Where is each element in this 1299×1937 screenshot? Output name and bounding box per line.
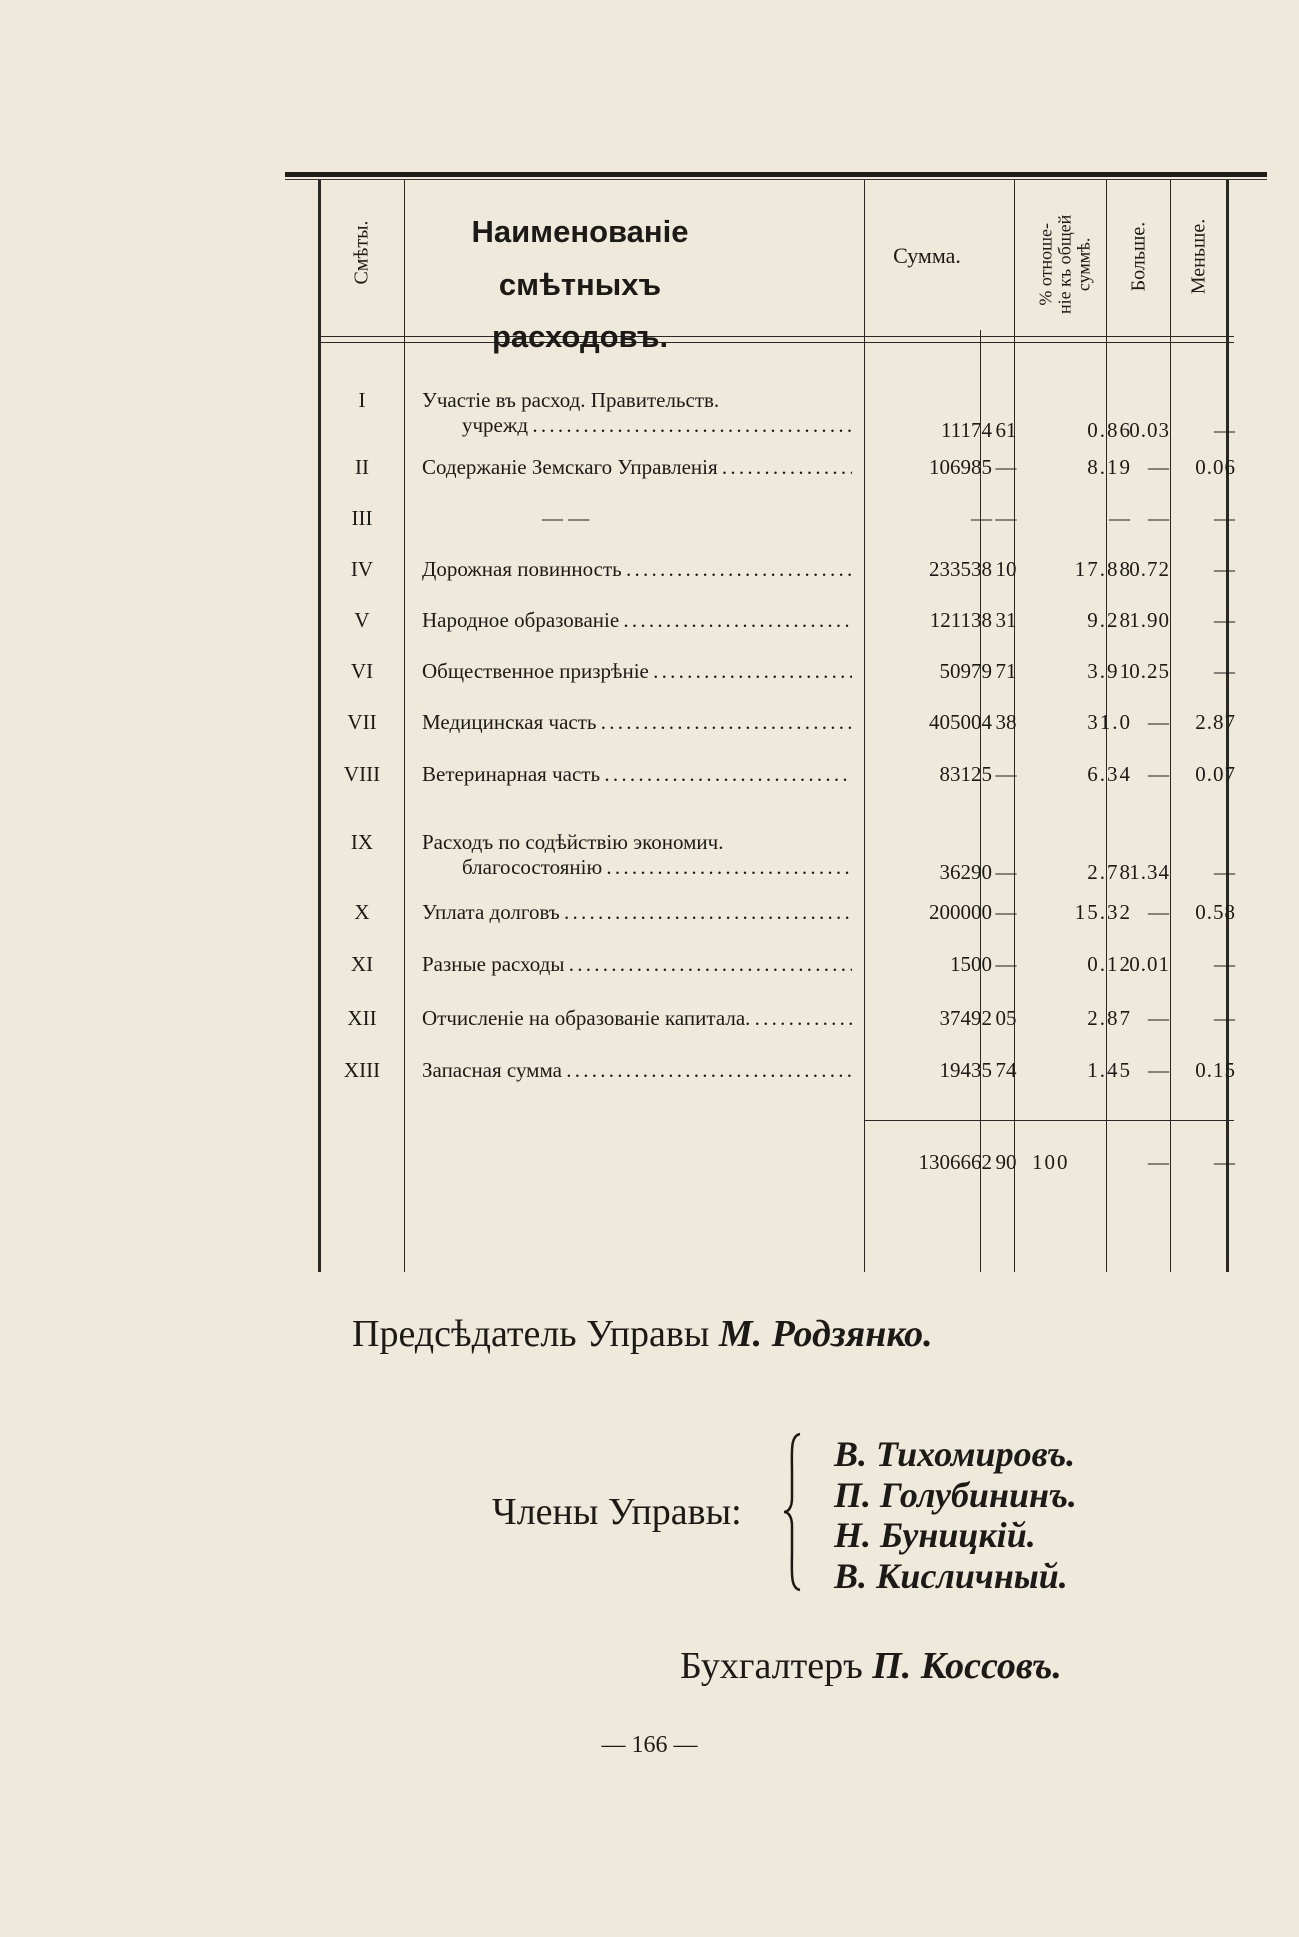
expense-name	[422, 388, 852, 438]
expense-name-line1	[422, 388, 852, 413]
expense-name-text: Медицинская часть	[422, 710, 597, 734]
header-less: Меньше.	[1187, 218, 1210, 295]
member-name: В. Кисличный.	[834, 1556, 1068, 1597]
sum-kopecks: —	[995, 900, 1017, 924]
expense-name-line1	[422, 608, 852, 633]
page-number: — 166 —	[601, 1732, 698, 1758]
sum-rubles: 106985	[929, 455, 992, 479]
header-title	[400, 206, 760, 364]
sum-kopecks: 10	[995, 557, 1017, 581]
total-kop: 90	[995, 1150, 1017, 1174]
estimate-number: I	[358, 388, 366, 412]
percent-of-total: 3.91	[1087, 659, 1132, 683]
sum-rubles: 83125	[939, 762, 992, 786]
estimate-number: III	[351, 506, 373, 530]
sum-kopecks: —	[995, 952, 1017, 976]
header-percent-line3: суммѣ.	[1073, 237, 1094, 292]
sum-kopecks: —	[995, 455, 1017, 479]
percent-of-total: 2.87	[1087, 1006, 1132, 1030]
expense-name-line1	[422, 659, 852, 684]
total-rule	[864, 1120, 1234, 1121]
expense-name	[422, 506, 852, 531]
expense-name-text: Разные расходы	[422, 952, 565, 976]
header-estimates: Смѣты.	[350, 220, 373, 285]
less-value: 0.06	[1195, 455, 1236, 479]
expense-name-text: учрежд	[462, 413, 529, 437]
percent-of-total: 1.45	[1087, 1058, 1132, 1082]
header-title-line2: расходовъ.	[491, 319, 669, 355]
total-percent: 100	[1032, 1150, 1070, 1174]
expense-name-text: Ветеринарная часть	[422, 762, 601, 786]
more-value: 0.01	[1129, 952, 1170, 976]
less-value: —	[1214, 659, 1236, 683]
estimate-number: X	[354, 900, 370, 924]
expense-name-line1	[422, 762, 852, 787]
header-percent	[1037, 205, 1094, 323]
more-value: 1.34	[1129, 860, 1170, 884]
expense-name-text: благосостоянію	[462, 855, 603, 879]
less-value: —	[1214, 506, 1236, 530]
less-value: —	[1214, 952, 1236, 976]
sum-rubles: 19435	[939, 1058, 992, 1082]
expense-name-text: — —	[542, 506, 590, 530]
more-value: —	[1148, 1058, 1170, 1082]
expense-name	[422, 1006, 852, 1031]
more-value: —	[1148, 506, 1170, 530]
more-value: —	[1148, 710, 1170, 734]
sum-rubles: 1500	[950, 952, 992, 976]
percent-of-total: 31.0	[1087, 710, 1132, 734]
accountant-label: Бухгалтеръ	[680, 1645, 863, 1687]
sum-rubles: 11174	[941, 418, 992, 442]
less-value: —	[1214, 1006, 1236, 1030]
member-name: П. Голубининъ.	[834, 1474, 1077, 1515]
member-name: В. Тихомировъ.	[834, 1434, 1076, 1474]
estimate-number: V	[354, 608, 370, 632]
expense-name-text: Народное образованіе	[422, 608, 620, 632]
sum-kopecks: 38	[995, 710, 1017, 734]
expense-name-line1	[422, 710, 852, 735]
expense-name	[422, 557, 852, 582]
accountant-signature	[680, 1644, 1062, 1688]
expense-name-text: Запасная сумма	[422, 1058, 562, 1082]
more-value: —	[1148, 1006, 1170, 1030]
estimate-number: XII	[347, 1006, 377, 1030]
sum-kopecks: —	[995, 762, 1017, 786]
expense-name-text: Содержаніе Земскаго Управленія	[422, 455, 718, 479]
total-sum: 1306662	[918, 1150, 992, 1174]
sum-rubles: 37492	[939, 1006, 992, 1030]
expense-name-line1	[422, 506, 852, 531]
estimate-number: II	[355, 455, 369, 479]
less-value: 0.07	[1195, 762, 1236, 786]
expense-name	[422, 952, 852, 977]
sum-rubles: 36290	[939, 860, 992, 884]
expense-name-text: Общественное призрѣніе	[422, 659, 649, 683]
percent-of-total: 8.19	[1087, 455, 1132, 479]
header-sum: Сумма.	[893, 243, 961, 268]
expense-name	[422, 1058, 852, 1083]
sum-rubles: 405004	[929, 710, 992, 734]
more-value: 1.90	[1129, 608, 1170, 632]
less-value: —	[1214, 418, 1236, 442]
chairman-signature	[352, 1312, 933, 1356]
percent-of-total: 6.34	[1087, 762, 1132, 786]
header-percent-line1: % отноше-	[1035, 223, 1056, 306]
less-value: 2.87	[1195, 710, 1236, 734]
chairman-name: М. Родзянко.	[718, 1313, 933, 1355]
percent-of-total: 0.86	[1087, 418, 1132, 442]
expense-name-line1	[422, 1058, 852, 1083]
members-list	[834, 1434, 1077, 1597]
expense-name-line2	[422, 413, 852, 438]
header-more: Больше.	[1127, 221, 1150, 292]
estimate-number: VII	[347, 710, 377, 734]
member-name: Н. Буницкій.	[834, 1515, 1036, 1556]
more-value: —	[1148, 900, 1170, 924]
more-value: 0.72	[1129, 557, 1170, 581]
percent-of-total: 0.12	[1087, 952, 1132, 976]
sum-kopecks: —	[995, 860, 1017, 884]
percent-of-total: 15.32	[1074, 900, 1132, 924]
estimate-number: IX	[350, 830, 374, 854]
sum-kopecks: 31	[995, 608, 1017, 632]
expense-name-line1	[422, 1006, 852, 1031]
expense-name-line1	[422, 557, 852, 582]
sum-rubles: 233538	[929, 557, 992, 581]
less-value: 0.58	[1195, 900, 1236, 924]
expense-name	[422, 710, 852, 735]
expense-name-line1	[422, 900, 852, 925]
sum-kopecks: 74	[995, 1058, 1017, 1082]
percent-of-total: 9.28	[1087, 608, 1132, 632]
percent-of-total: 17.88	[1074, 557, 1132, 581]
sum-rubles: 50979	[939, 659, 992, 683]
estimate-number: XI	[350, 952, 374, 976]
more-value: 0.25	[1129, 659, 1170, 683]
estimate-number: IV	[350, 557, 374, 581]
expense-name	[422, 900, 852, 925]
estimate-table	[304, 180, 1234, 1272]
less-value: —	[1214, 608, 1236, 632]
curly-brace-icon	[782, 1432, 804, 1592]
more-value: 0.03	[1129, 418, 1170, 442]
expense-name-text: Расходъ по содѣйствію экономич.	[422, 830, 724, 854]
expense-name	[422, 659, 852, 684]
table-col-divider	[1170, 180, 1171, 1272]
expense-name-line1	[422, 830, 852, 855]
less-value: —	[1214, 860, 1236, 884]
expense-name-text: Уплата долговъ	[422, 900, 560, 924]
expense-name	[422, 830, 852, 880]
expense-name-text: Участіе въ расход. Правительств.	[422, 388, 720, 412]
estimate-number: VIII	[343, 762, 381, 786]
more-value: —	[1148, 762, 1170, 786]
expense-name-line2	[422, 855, 852, 880]
expense-name-line1	[422, 952, 852, 977]
accountant-name: П. Коссовъ.	[872, 1645, 1062, 1687]
sum-rubles: —	[971, 506, 992, 530]
sum-kopecks: 05	[995, 1006, 1017, 1030]
percent-of-total: 2.78	[1087, 860, 1132, 884]
expense-name-line1	[422, 455, 852, 480]
sum-rubles: 121138	[929, 608, 992, 632]
expense-name	[422, 455, 852, 480]
expense-name-text: Отчисленіе на образованіе капитала.	[422, 1006, 751, 1030]
expense-name-text: Дорожная повинность	[422, 557, 622, 581]
sum-kopecks: —	[995, 506, 1017, 530]
sum-kopecks: 61	[995, 418, 1017, 442]
total-less: —	[1214, 1150, 1236, 1174]
top-rule	[285, 172, 1267, 177]
less-value: 0.15	[1195, 1058, 1236, 1082]
sum-rubles: 200000	[929, 900, 992, 924]
estimate-number: VI	[350, 659, 374, 683]
expense-name	[422, 608, 852, 633]
percent-of-total: —	[1109, 506, 1132, 530]
sum-kopecks: 71	[995, 659, 1017, 683]
expense-name	[422, 762, 852, 787]
chairman-label: Предсѣдатель Управы	[352, 1313, 710, 1355]
members-label: Члены Управы:	[492, 1491, 742, 1533]
header-title-line1: Наименованіе смѣтныхъ	[471, 214, 689, 302]
estimate-number: XIII	[343, 1058, 381, 1082]
less-value: —	[1214, 557, 1236, 581]
total-more: —	[1148, 1150, 1170, 1174]
header-percent-line2: ніе къ общей	[1054, 214, 1075, 315]
more-value: —	[1148, 455, 1170, 479]
